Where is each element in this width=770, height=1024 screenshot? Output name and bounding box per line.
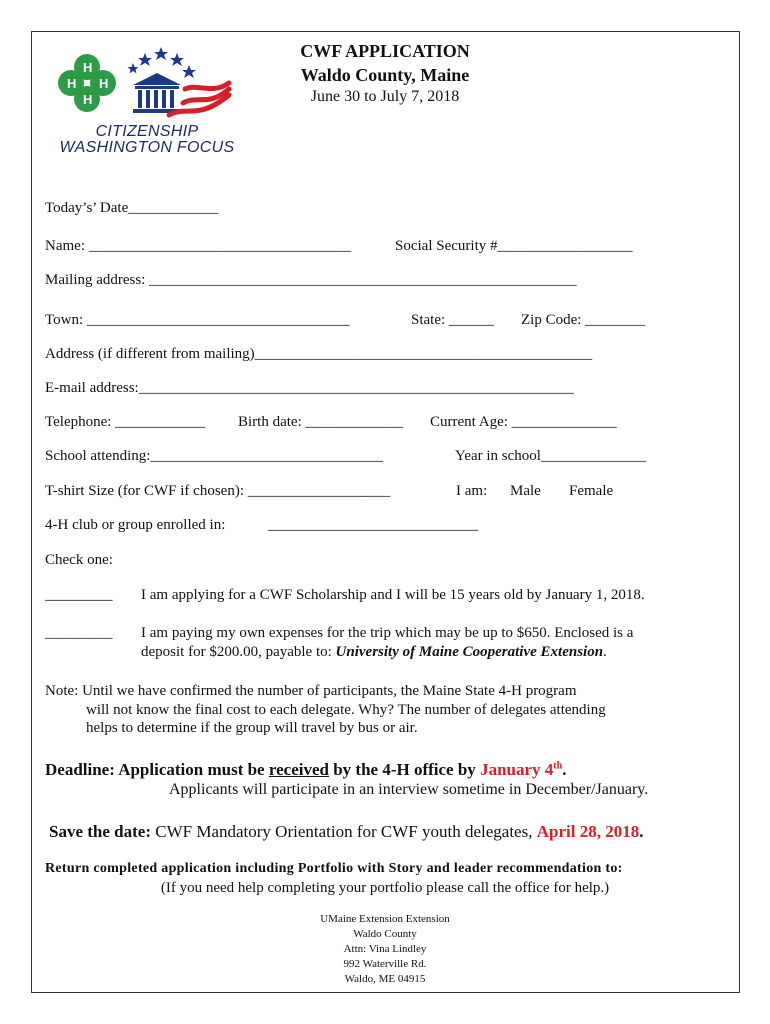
- save-date-label: Save the date:: [49, 822, 151, 841]
- school-field[interactable]: School attending:_______________________________: [45, 448, 383, 464]
- self-pay-option-payee: [141, 644, 607, 661]
- deadline-date: [480, 760, 562, 779]
- note-line-3: helps to determine if the group will travel by bus or air.: [86, 720, 418, 736]
- logo-text-washington-focus: WASHINGTON FOCUS: [59, 139, 235, 156]
- address-line-2: Waldo County: [353, 928, 417, 940]
- svg-text:H: H: [83, 92, 93, 107]
- save-date-end: .: [639, 822, 644, 841]
- address-line-3: Attn: Vina Lindley: [343, 943, 427, 955]
- year-in-school-field[interactable]: Year in school______________: [455, 448, 646, 464]
- scholarship-option-text: I am applying for a CWF Scholarship and I will be 15 years old by January 1, 2018.: [141, 587, 645, 603]
- deadline-received: received: [268, 760, 329, 779]
- logo-text-citizenship: CITIZENSHIP: [95, 123, 199, 140]
- club-field[interactable]: ____________________________: [268, 517, 478, 533]
- deadline-end: .: [562, 760, 567, 779]
- telephone-field[interactable]: Telephone: ____________: [45, 414, 206, 430]
- gender-label: I am:: [456, 483, 488, 499]
- zip-field[interactable]: Zip Code: ________: [521, 312, 646, 328]
- deadline-part2: by the 4-H office by: [328, 760, 481, 779]
- svg-text:H: H: [99, 76, 109, 91]
- payee-suffix: .: [603, 644, 607, 660]
- email-field[interactable]: E-mail address:__________________________________________________________: [45, 380, 574, 396]
- payee-prefix: deposit for $200.00, payable to:: [141, 644, 336, 660]
- check-one-label: Check one:: [45, 552, 113, 568]
- self-pay-check-blank[interactable]: _________: [45, 625, 113, 641]
- address-line-5: Waldo, ME 04915: [344, 973, 426, 985]
- form-border: [31, 31, 740, 993]
- deadline-part1: Deadline: Application must be: [45, 760, 269, 779]
- county-title: Waldo County, Maine: [300, 65, 470, 85]
- address-line-4: 992 Waterville Rd.: [343, 958, 427, 970]
- address-line-1: UMaine Extension Extension: [320, 913, 450, 925]
- portfolio-help-note: (If you need help completing your portfolio please call the office for help.): [160, 880, 610, 896]
- scholarship-check-blank[interactable]: _________: [45, 587, 113, 603]
- interview-note: Applicants will participate in an interview sometime in December/January.: [169, 781, 649, 798]
- club-label: 4-H club or group enrolled in:: [45, 517, 226, 533]
- alt-address-field[interactable]: Address (if different from mailing)_____________________________________________: [45, 346, 593, 362]
- deadline-date-sup: th: [553, 760, 563, 772]
- payee-name: University of Maine Cooperative Extension: [335, 644, 604, 660]
- self-pay-option-text: I am paying my own expenses for the trip which may be up to $650. Enclosed is a: [141, 625, 634, 641]
- gender-option-female[interactable]: Female: [569, 483, 614, 499]
- town-field[interactable]: Town: ___________________________________: [45, 312, 350, 328]
- save-date-text: CWF Mandatory Orientation for CWF youth delegates,: [150, 822, 537, 841]
- todays-date-field[interactable]: Today’s’ Date____________: [45, 200, 219, 216]
- birth-date-field[interactable]: Birth date: _____________: [238, 414, 403, 430]
- state-field[interactable]: State: ______: [411, 312, 494, 328]
- svg-text:H: H: [67, 76, 77, 91]
- program-dates: June 30 to July 7, 2018: [310, 88, 460, 105]
- note-line-2: will not know the final cost to each delegate. Why? The number of delegates attending: [86, 702, 606, 718]
- deadline-line: [45, 760, 566, 780]
- return-instructions: Return completed application including Portfolio with Story and leader recommendation to:: [45, 861, 623, 876]
- deadline-date-text: January 4: [480, 760, 554, 779]
- mailing-address-field[interactable]: Mailing address: _________________________________________________________: [45, 272, 577, 288]
- gender-option-male[interactable]: Male: [510, 483, 541, 499]
- save-the-date-line: [49, 822, 643, 842]
- note-line-1: Note: Until we have confirmed the number of participants, the Maine State 4-H program: [45, 683, 577, 699]
- tshirt-size-field[interactable]: T-shirt Size (for CWF if chosen): ___________________: [45, 483, 391, 499]
- name-field[interactable]: Name: ___________________________________: [45, 238, 352, 254]
- ssn-field[interactable]: Social Security #__________________: [395, 238, 633, 254]
- svg-text:H: H: [83, 60, 93, 75]
- current-age-field[interactable]: Current Age: ______________: [430, 414, 617, 430]
- page-title: CWF APPLICATION: [300, 41, 470, 61]
- save-date-date: April 28, 2018: [536, 822, 640, 841]
- office-address: [0, 912, 770, 987]
